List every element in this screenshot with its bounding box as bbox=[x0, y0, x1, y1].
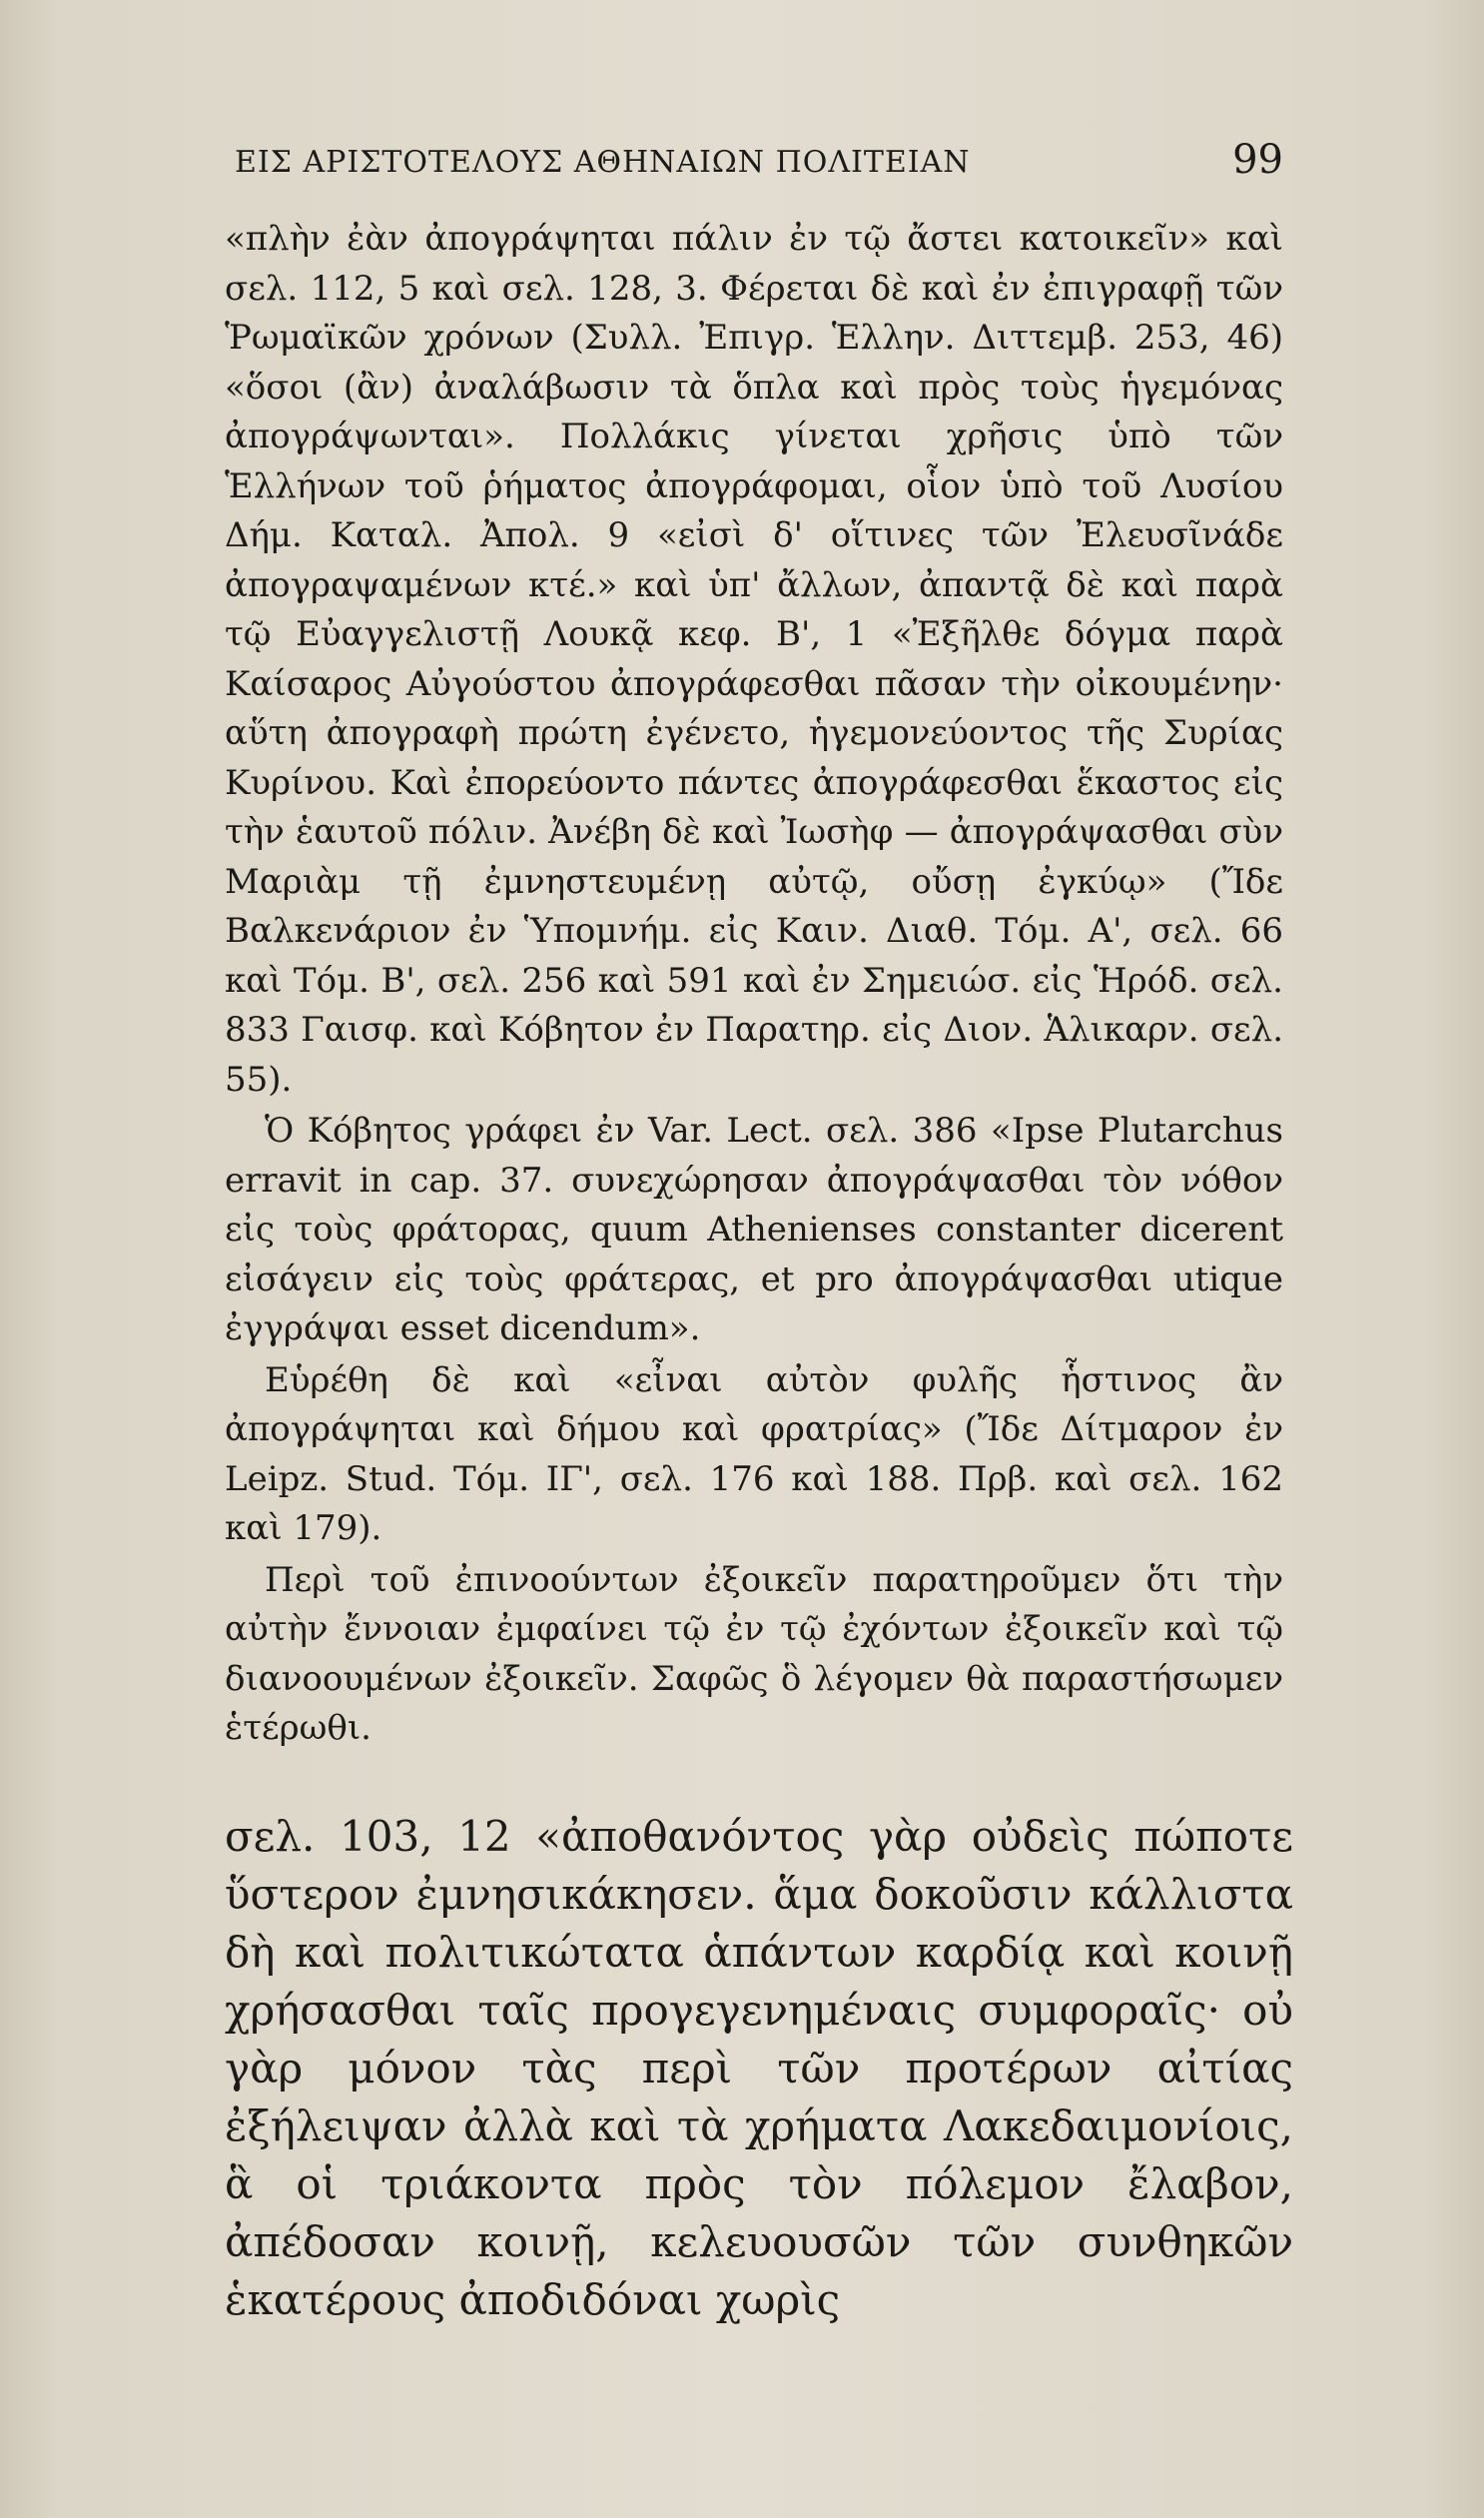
commentary-notes bbox=[225, 215, 1283, 1754]
note-paragraph: «πλὴν ἐὰν ἀπογράψηται πάλιν ἐν τῷ ἄστει κατοικεῖν» καὶ σελ. 112, 5 καὶ σελ. 128, 3. Φέρεται δὲ καὶ ἐν ἐπιγραφῇ τῶν Ῥωμαϊκῶν χρόνων (Συλλ. Ἐπιγρ. Ἑλλην. Διττεμβ. 253, 46) «ὅσοι (ἂν) ἀναλάβωσιν τὰ ὅπλα καὶ πρὸς τοὺς ἡγεμόνας ἀπογράψωνται». Πολλάκις γίνεται χρῆσις ὑπὸ τῶν Ἑλλήνων τοῦ ῥήματος ἀπογράφομαι, οἷον ὑπὸ τοῦ Λυσίου Δήμ. Καταλ. Ἀπολ. 9 «εἰσὶ δ' οἵτινες τῶν Ἐλευσῖνάδε ἀπογραψαμένων κτέ.» καὶ ὑπ' ἄλλων, ἀπαντᾷ δὲ καὶ παρὰ τῷ Εὐαγγελιστῇ Λουκᾷ κεφ. Β', 1 «Ἐξῆλθε δόγμα παρὰ Καίσαρος Αὐγούστου ἀπογράφεσθαι πᾶσαν τὴν οἰκουμένην· αὕτη ἀπογραφὴ πρώτη ἐγένετο, ἡγεμονεύοντος τῆς Συρίας Κυρίνου. Καὶ ἐπορεύοντο πάντες ἀπογράφεσθαι ἕκαστος εἰς τὴν ἑαυτοῦ πόλιν. Ἀνέβη δὲ καὶ Ἰωσὴφ — ἀπογράψασθαι σὺν Μαριὰμ τῇ ἐμνηστευμένῃ αὐτῷ, οὔσῃ ἐγκύῳ» (Ἴδε Βαλκενάριον ἐν Ὑπομνήμ. εἰς Καιν. Διαθ. Τόμ. Α', σελ. 66 καὶ Τόμ. Β', σελ. 256 καὶ 591 καὶ ἐν Σημειώσ. εἰς Ἡρόδ. σελ. 833 Γαισφ. καὶ Κόβητον ἐν Παρατηρ. εἰς Διον. Ἁλικαρν. σελ. 55). bbox=[225, 219, 1283, 1100]
main-paragraph: σελ. 103, 12 «ἀποθανόντος γὰρ οὐδεὶς πώποτε ὕστερον ἐμνησικάκησεν. ἅμα δοκοῦσιν κάλλιστα δὴ καὶ πολιτικώτατα ἁπάντων καρδίᾳ καὶ κοινῇ χρήσασθαι ταῖς προγεγενημέναις συμφοραῖς· οὐ γὰρ μόνον τὰς περὶ τῶν προτέρων αἰτίας ἐξήλειψαν ἀλλὰ καὶ τὰ χρήματα Λακεδαιμονίοις, ἃ οἱ τριάκοντα πρὸς τὸν πόλεμον ἔλαβον, ἀπέδοσαν κοινῇ, κελευουσῶν τῶν συνθηκῶν ἑκατέρους ἀποδιδόναι χωρὶς bbox=[225, 1812, 1293, 2324]
page-header bbox=[225, 135, 1283, 195]
page-number: 99 bbox=[1232, 137, 1283, 183]
running-title: ΕΙΣ ΑΡΙΣΤΟΤΕΛΟΥΣ ΑΘΗΝΑΙΩΝ ΠΟΛΙΤΕΙΑΝ bbox=[235, 145, 971, 180]
note-paragraph: Περὶ τοῦ ἐπινοούντων ἐξοικεῖν παρατηροῦμεν ὅτι τὴν αὐτὴν ἔννοιαν ἐμφαίνει τῷ ἐν τῷ ἐχόντων ἐξοικεῖν καὶ τῷ διανοουμένων ἐξοικεῖν. Σαφῶς ὃ λέγομεν θὰ παραστήσωμεν ἑτέρωθι. bbox=[225, 1559, 1283, 1748]
note-paragraph: Εὑρέθη δὲ καὶ «εἶναι αὐτὸν φυλῆς ἧστινος ἂν ἀπογράψηται καὶ δήμου καὶ φρατρίας» (Ἴδε Δίτμαρον ἐν Leipz. Stud. Τόμ. ΙΓ', σελ. 176 καὶ 188. Πρβ. καὶ σελ. 162 καὶ 179). bbox=[225, 1359, 1283, 1548]
main-text bbox=[225, 1808, 1293, 2329]
note-paragraph: Ὁ Κόβητος γράφει ἐν Var. Lect. σελ. 386 «Ipse Plutarchus erravit in cap. 37. συνεχώρησαν ἀπογράψασθαι τὸν νόθον εἰς τοὺς φράτορας, quum Athenienses constanter dicerent εἰσάγειν εἰς τοὺς φράτερας, et pro ἀπογράψασθαι utique ἐγγράψαι esset dicendum». bbox=[225, 1111, 1283, 1348]
